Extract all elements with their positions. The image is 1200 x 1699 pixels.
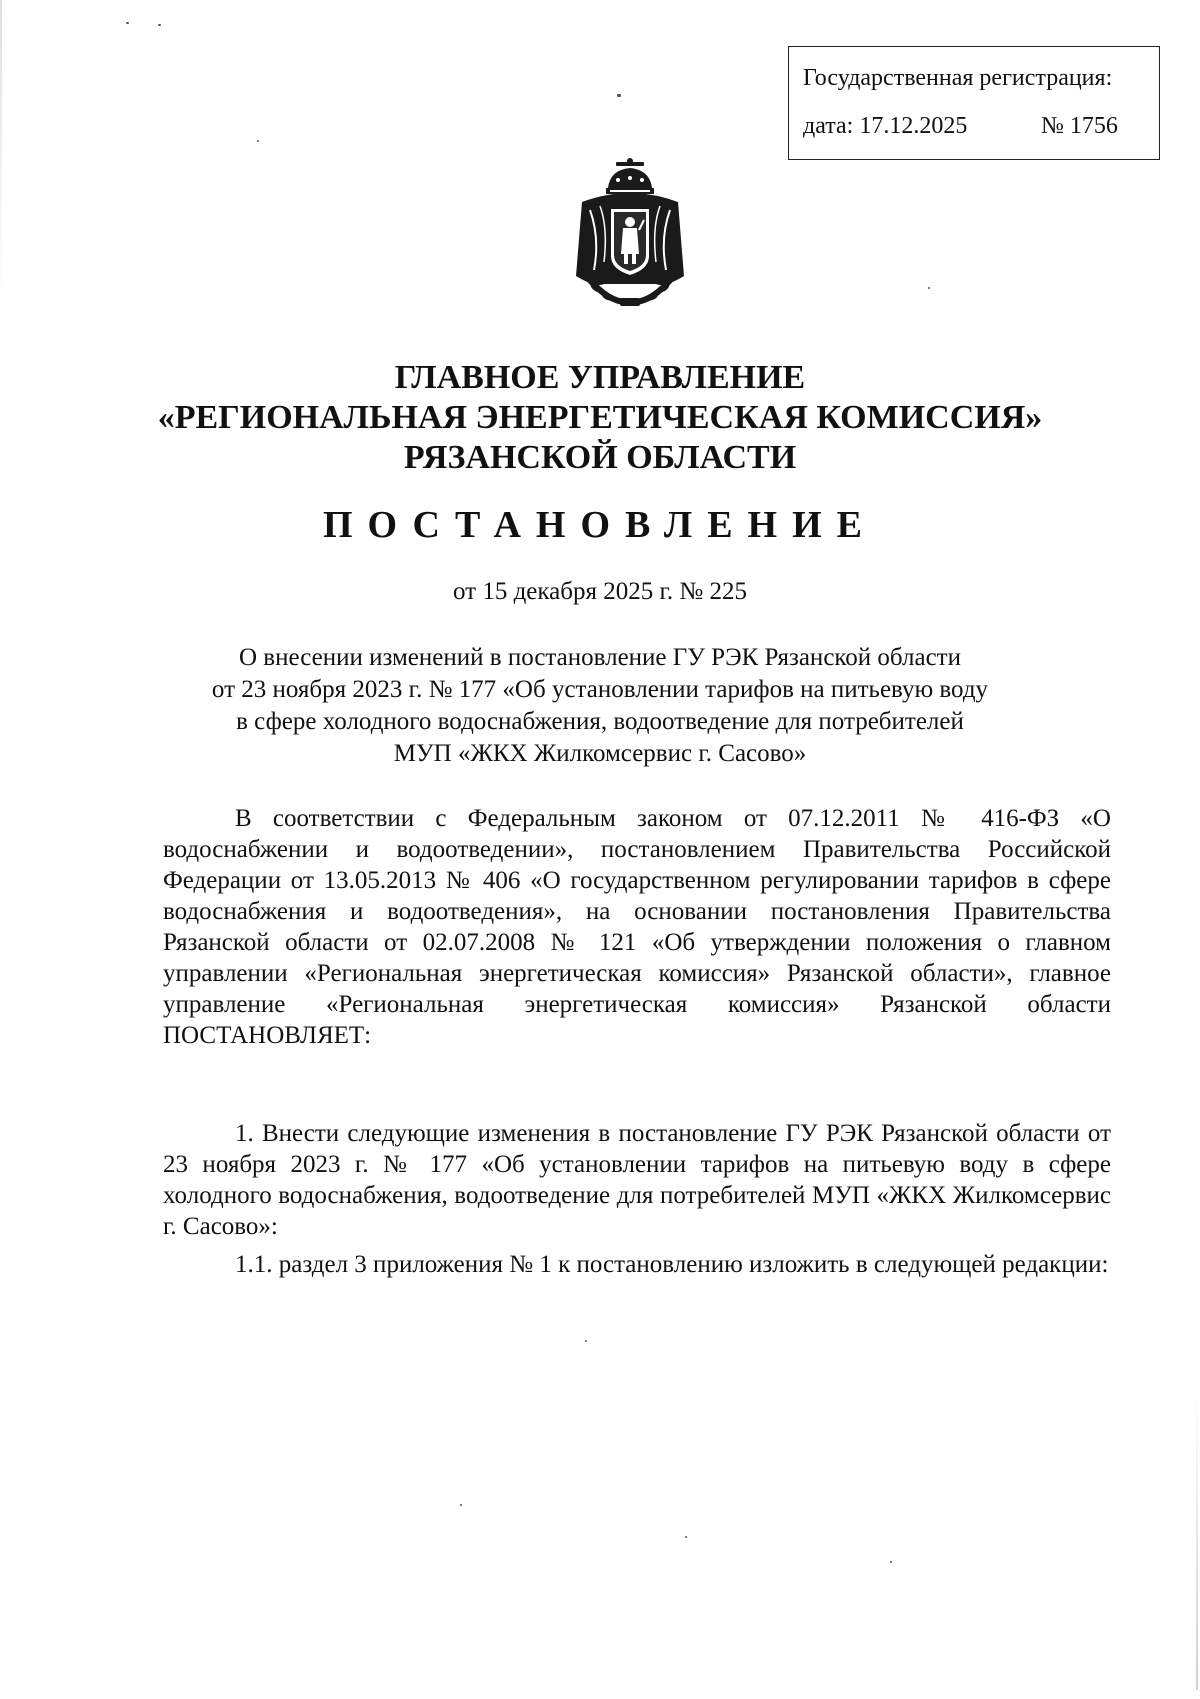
registration-stamp xyxy=(788,46,1160,160)
subject-line: О внесении изменений в постановление ГУ РЭК Рязанской области xyxy=(239,644,961,671)
org-title-line: РЯЗАНСКОЙ ОБЛАСТИ xyxy=(403,439,797,476)
scan-edge-right xyxy=(1196,1390,1198,1690)
clause-1-paragraph: 1. Внести следующие изменения в постановление ГУ РЭК Рязанской области от 23 ноября 2023 г. № 177 «Об установлении тарифов на питьевую воду в сфере холодного водоснабжения, водоотведение для потребителей МУП «ЖКХ Жилкомсервис г. Сасово»: xyxy=(163,1120,1111,1240)
scan-speck xyxy=(460,1504,462,1506)
preamble-paragraph: В соответствии с Федеральным законом от 07.12.2011 № 416-ФЗ «О водоснабжении и водоотведении», постановлением Правительства Российской Федерации от 13.05.2013 № 406 «О государственном регулировании тарифов в сфере водоснабжения и водоотведения», на основании постановления Правительства Рязанской области от 02.07.2008 № 121 «Об утверждении положения о главном управлении «Региональная энергетическая комиссия» Рязанской области», главное управление «Региональная энергетическая комиссия» Рязанской области ПОСТАНОВЛЯЕТ: xyxy=(163,805,1111,1049)
organization-title xyxy=(60,358,1140,478)
document-date-number: от 15 декабря 2025 г. № 225 xyxy=(452,578,748,605)
clause-1-1-paragraph: 1.1. раздел 3 приложения № 1 к постановлению изложить в следующей редакции: xyxy=(235,1251,1109,1278)
scan-speck xyxy=(890,1561,892,1563)
org-title-line: ГЛАВНОЕ УПРАВЛЕНИЕ xyxy=(394,359,806,396)
scan-speck xyxy=(257,140,259,142)
scan-speck xyxy=(158,24,161,26)
scan-speck xyxy=(126,22,129,24)
scan-speck xyxy=(585,1340,587,1342)
subject-line: МУП «ЖКХ Жилкомсервис г. Сасово» xyxy=(393,740,807,767)
scan-speck xyxy=(685,1536,687,1538)
registration-title: Государственная регистрация: xyxy=(803,65,1113,91)
subject-line: от 23 ноября 2023 г. № 177 «Об установлении тарифов на питьевую воду xyxy=(211,676,989,703)
org-title-line: «РЕГИОНАЛЬНАЯ ЭНЕРГЕТИЧЕСКАЯ КОМИССИЯ» xyxy=(157,399,1043,436)
subject-line: в сфере холодного водоснабжения, водоотведение для потребителей xyxy=(236,708,964,735)
coat-of-arms-icon xyxy=(560,158,700,310)
scan-speck xyxy=(617,94,621,97)
registration-number: № 1756 xyxy=(1041,113,1118,139)
registration-date: дата: 17.12.2025 xyxy=(803,113,968,139)
document-subject xyxy=(160,642,1040,770)
scan-edge-left xyxy=(0,0,2,300)
scan-speck xyxy=(928,287,930,289)
document-type-heading: ПОСТАНОВЛЕНИЕ xyxy=(322,504,878,546)
